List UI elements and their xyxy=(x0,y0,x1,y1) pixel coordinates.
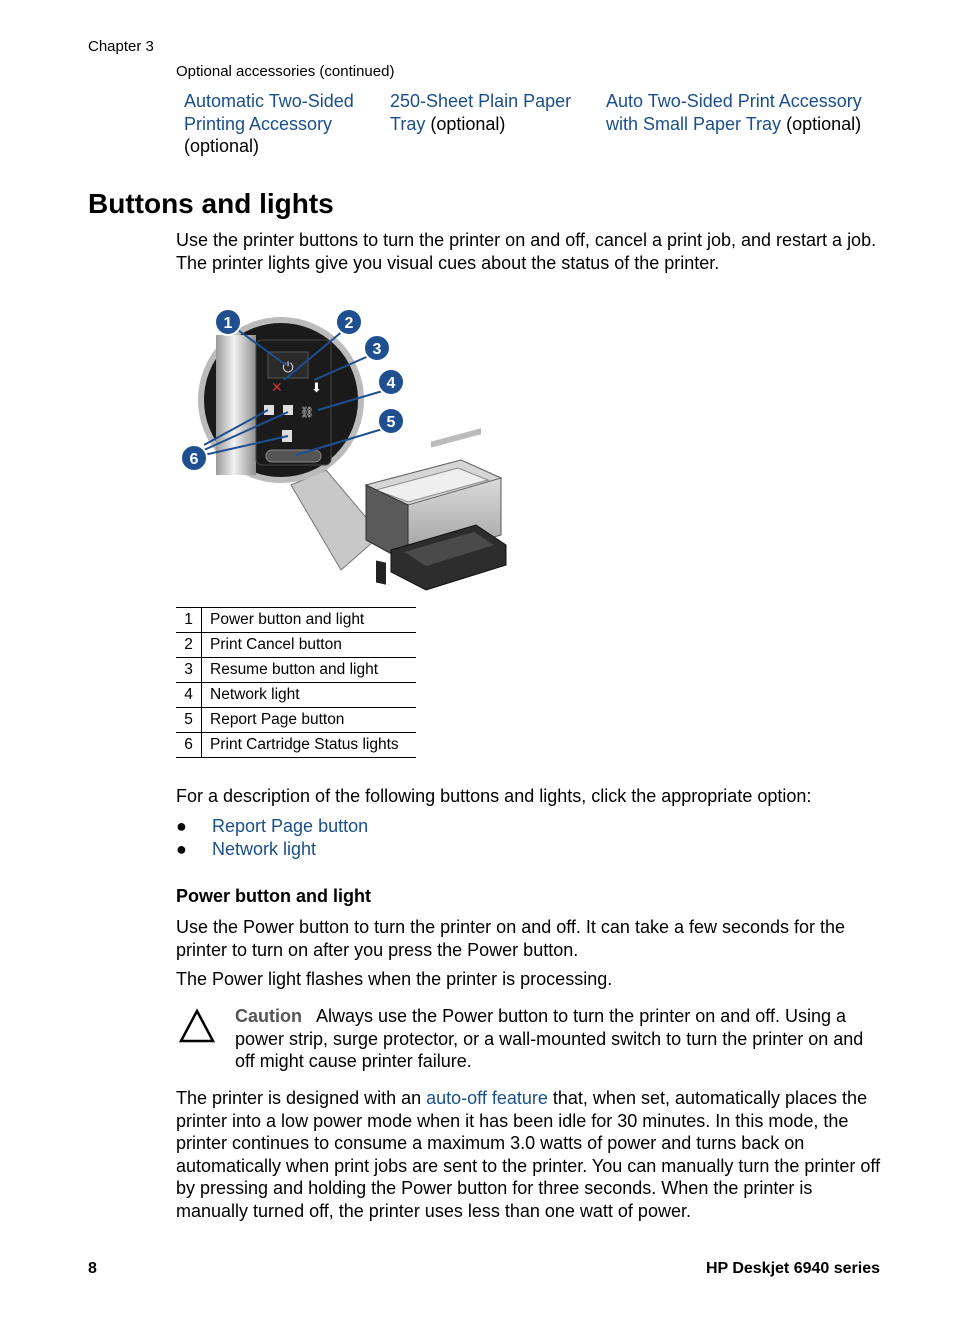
svg-text:✕: ✕ xyxy=(271,380,283,396)
accessory-link[interactable]: 250-Sheet Plain Paper Tray xyxy=(390,91,572,134)
legend-num: 2 xyxy=(176,633,202,658)
table-row xyxy=(176,633,416,658)
bullet-icon: ● xyxy=(176,839,187,859)
network-light-link[interactable]: Network light xyxy=(212,839,317,859)
power-paragraph-2: The Power light flashes when the printer is processing. xyxy=(176,969,613,989)
auto-off-text-before: The printer is designed with an xyxy=(176,1088,427,1108)
accessory-suffix: (optional) xyxy=(184,136,260,156)
table-row xyxy=(176,683,416,708)
legend-text: Print Cartridge Status lights xyxy=(202,733,417,758)
auto-off-text-after: that, when set, automatically places the printer into a low power mode when it has been idle for 30 minutes. In this mode, the printer continues to consume a maximum 3.0 watts of power and turns back on automatically when print jobs are sent to the printer. You can manually turn the printer off by pressing and holding the Power button for three seconds. When the printer is manually turned off, the printer uses less than one watt of power. xyxy=(176,1088,881,1221)
table-row xyxy=(176,708,416,733)
table-row xyxy=(176,658,416,683)
printer-body xyxy=(366,428,506,590)
svg-text:⛓: ⛓ xyxy=(300,406,314,419)
section-title: Buttons and lights xyxy=(88,188,334,219)
callout-2: 2 xyxy=(344,315,354,332)
callout-1: 1 xyxy=(223,315,233,332)
caution-text: Always use the Power button to turn the printer on and off. Using a power strip, surge protector, or a wall-mounted switch to turn the printer on and off might cause printer failure. xyxy=(235,1006,864,1071)
chapter-label: Chapter 3 xyxy=(88,38,154,55)
product-name: HP Deskjet 6940 series xyxy=(705,1260,880,1277)
auto-off-paragraph xyxy=(176,1087,886,1222)
callout-6: 6 xyxy=(189,451,199,468)
accessory-link[interactable]: Auto Two-Sided Print Accessory with Small Paper Tray xyxy=(606,91,862,134)
caution-label: Caution xyxy=(235,1006,302,1026)
legend-num: 6 xyxy=(176,733,202,758)
legend-num: 1 xyxy=(176,608,202,633)
section-intro: Use the printer buttons to turn the printer on and off, cancel a print job, and restart a job. The printer lights give you visual cues about the status of the printer. xyxy=(176,230,877,273)
legend-num: 4 xyxy=(176,683,202,708)
accessory-item xyxy=(184,90,374,158)
legend-text: Resume button and light xyxy=(202,658,417,683)
callout-4: 4 xyxy=(386,375,396,392)
accessory-suffix: (optional) xyxy=(430,113,506,134)
legend-text: Print Cancel button xyxy=(202,633,417,658)
page-number: 8 xyxy=(88,1260,97,1277)
list-item xyxy=(176,815,368,838)
accessories-continued-label: Optional accessories (continued) xyxy=(176,63,395,80)
legend-num: 3 xyxy=(176,658,202,683)
options-intro: For a description of the following buttons and lights, click the appropriate option: xyxy=(176,786,812,806)
table-row xyxy=(176,608,416,633)
accessory-item xyxy=(390,90,590,135)
caution-icon xyxy=(178,1008,216,1044)
svg-text:⬇: ⬇ xyxy=(311,381,322,396)
accessory-item xyxy=(606,90,881,135)
svg-text:⏻: ⏻ xyxy=(282,360,294,376)
report-page-link[interactable]: Report Page button xyxy=(212,816,369,836)
magnifier-detail xyxy=(201,320,361,480)
callout-3: 3 xyxy=(372,341,382,358)
legend-text: Power button and light xyxy=(202,608,417,633)
legend-text: Report Page button xyxy=(202,708,417,733)
caution-note xyxy=(235,1005,885,1073)
accessory-link[interactable]: Automatic Two-Sided Printing Accessory xyxy=(184,91,354,134)
figure-legend-table xyxy=(176,607,416,758)
accessory-suffix: (optional) xyxy=(786,113,862,134)
legend-text: Network light xyxy=(202,683,417,708)
legend-num: 5 xyxy=(176,708,202,733)
printer-buttons-illustration xyxy=(176,300,511,595)
table-row xyxy=(176,733,416,758)
power-paragraph-1: Use the Power button to turn the printer on and off. It can take a few seconds for the printer to turn on after you press the Power button. xyxy=(176,917,846,960)
auto-off-link[interactable]: auto-off feature xyxy=(426,1088,548,1108)
bullet-icon: ● xyxy=(176,816,187,836)
list-item xyxy=(176,838,316,861)
callout-5: 5 xyxy=(386,414,396,431)
power-heading: Power button and light xyxy=(176,886,371,906)
